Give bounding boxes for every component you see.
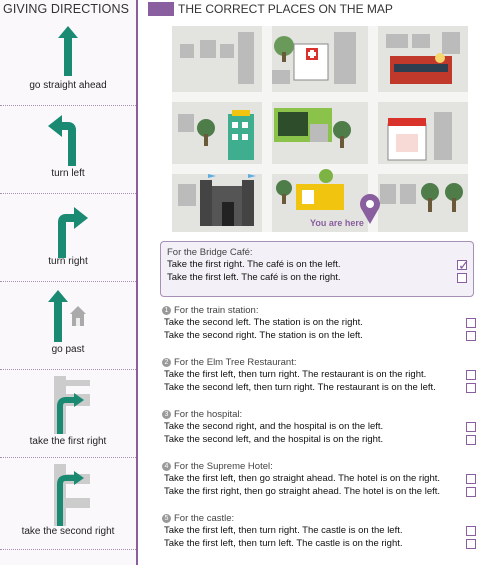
exercise-title: THE CORRECT PLACES ON THE MAP: [178, 2, 393, 16]
answer-option: Take the first left, then turn right. The restaurant is on the right.: [162, 368, 476, 381]
option-checkbox[interactable]: [457, 256, 470, 273]
arrow-straight-icon: [58, 26, 78, 76]
direction-item-first-right: [0, 370, 136, 458]
second-right-icon: [46, 464, 90, 526]
option-checkbox[interactable]: [457, 273, 467, 283]
question-prompt: For the hospital:: [174, 409, 243, 420]
option-checkbox[interactable]: [466, 383, 476, 393]
direction-label: turn right: [48, 256, 88, 267]
example-option: Take the first right. The café is on the left. ✓: [167, 256, 470, 273]
directions-panel: [0, 0, 138, 565]
question-prompt: For the castle:: [174, 513, 235, 524]
question-2: [162, 357, 476, 394]
answer-option: Take the first left, then turn left. The castle is on the right.: [162, 537, 476, 550]
restaurant-icon: [274, 108, 332, 142]
direction-item-left: [0, 106, 136, 194]
town-map: [172, 26, 468, 232]
direction-item-right: [0, 194, 136, 282]
direction-item-straight: [0, 18, 136, 106]
direction-label: go past: [51, 344, 85, 355]
answer-option: Take the first right, then go straight ahead. The hotel is on the left.: [162, 485, 476, 498]
question-number: 5: [162, 514, 171, 523]
question-number: 3: [162, 410, 171, 419]
arrow-go-past-icon: [48, 290, 88, 342]
option-checkbox[interactable]: [466, 331, 476, 341]
option-checkbox[interactable]: [466, 539, 476, 549]
option-checkbox[interactable]: [466, 526, 476, 536]
puzzle-icon: [148, 2, 174, 16]
answer-option: Take the second right. The station is on the left.: [162, 329, 476, 342]
question-5: [162, 513, 476, 550]
example-prompt: For the Bridge Café:: [167, 247, 253, 258]
answer-option: Take the second left, and the hospital is on the right.: [162, 433, 476, 446]
option-checkbox[interactable]: [466, 422, 476, 432]
direction-label: go straight ahead: [29, 80, 107, 91]
answer-option: Take the first left, then go straight ahead. The hotel is on the right.: [162, 472, 476, 485]
direction-label: take the first right: [29, 436, 107, 447]
option-checkbox[interactable]: [466, 370, 476, 380]
direction-label: take the second right: [21, 526, 115, 537]
exercise-title-row: [148, 0, 393, 18]
question-4: [162, 461, 476, 498]
question-prompt: For the Elm Tree Restaurant:: [174, 357, 297, 368]
question-prompt: For the Supreme Hotel:: [174, 461, 273, 472]
answer-option: Take the second left, then turn right. The restaurant is on the left.: [162, 381, 476, 394]
answer-option: Take the second right, and the hospital is on the left.: [162, 420, 476, 433]
answer-option: Take the first left, then turn right. The castle is on the left.: [162, 524, 476, 537]
answer-option: Take the second left. The station is on the right.: [162, 316, 476, 329]
you-are-here-label: You are here: [310, 218, 364, 228]
example-option: Take the first left. The café is on the right.: [167, 271, 467, 284]
checkmark-icon: ✓: [458, 256, 470, 273]
train-station-icon: [386, 32, 460, 84]
first-right-icon: [46, 376, 90, 434]
question-prompt: For the train station:: [174, 305, 259, 316]
hotel-icon: [228, 110, 254, 160]
option-checkbox[interactable]: [466, 474, 476, 484]
panel-heading: GIVING DIRECTIONS: [3, 2, 130, 16]
question-1: [162, 305, 476, 342]
direction-item-go-past: [0, 282, 136, 370]
option-checkbox[interactable]: [466, 435, 476, 445]
question-3: [162, 409, 476, 446]
option-checkbox[interactable]: [466, 487, 476, 497]
direction-item-second-right: [0, 458, 136, 550]
question-number: 4: [162, 462, 171, 471]
arrow-turn-right-icon: [48, 202, 88, 258]
example-box: [160, 241, 474, 297]
option-checkbox[interactable]: [466, 318, 476, 328]
question-number: 2: [162, 358, 171, 367]
arrow-turn-left-icon: [48, 114, 88, 166]
question-number: 1: [162, 306, 171, 315]
cafe-icon: [388, 112, 452, 160]
direction-label: turn left: [51, 168, 85, 179]
